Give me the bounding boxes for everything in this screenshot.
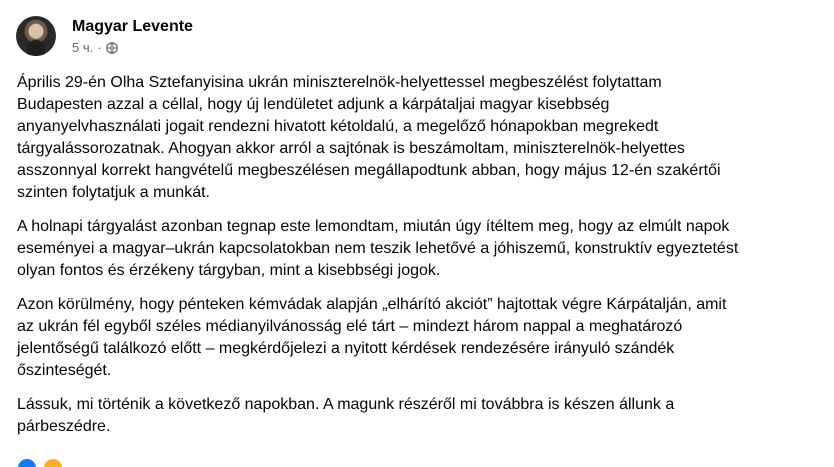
post-paragraph: Lássuk, mi történik a következő napokban. A magunk részéről mi továbbra is készen állunk a párbeszédre. — [17, 396, 675, 435]
like-reaction-icon[interactable] — [16, 457, 38, 467]
reaction-strip — [16, 457, 64, 467]
post-time[interactable]: 5 ч. — [72, 39, 94, 55]
post-paragraph: A holnapi tárgyalást azonban tegnap este lemondtam, miután úgy ítéltem meg, hogy az elmúlt napok eseményei a magyar–ukrán kapcsolatokban nem teszik lehetővé a jóhiszemű, konstruktív egyeztetést olyan fontos és érzékeny tárgyban, mint a kisebbségi jogok. — [17, 218, 739, 279]
post-header — [16, 12, 193, 60]
post-content — [17, 72, 807, 450]
author-avatar[interactable] — [16, 16, 56, 56]
post-meta — [72, 17, 193, 56]
post-paragraph: Azon körülmény, hogy pénteken kémvádak alapján „elhárító akciót” hajtottak végre Kárpátalján, amit az ukrán fél egyből széles médianyilvánosság elé tárt – mindezt három nappal a meghatározó jelentőségű találkozó előtt – megkérdőjelezi a nyitott kérdések rendezésére irányuló szándék őszinteségét. — [17, 296, 727, 379]
post-paragraph: Április 29-én Olha Sztefanyisina ukrán miniszterelnök-helyettessel megbeszélést folytattam Budapesten azzal a céllal, hogy új lendületet adjunk a kárpátaljai magyar kisebbség anyanyelvhasználati jogait rendezni hivatott kétoldalú, a megelőző hónapokban megrekedt tárgyalássorozatnak. Ahogyan akkor arról a sajtónak is beszámoltam, miniszterelnök-helyettes asszonnyal korrekt hangvételű megbeszélésen megállapodtunk abban, hogy május 12-én szakértői szinten folytatjuk a munkát. — [17, 74, 721, 201]
post-subline — [72, 40, 193, 56]
meta-separator: · — [97, 39, 102, 55]
author-name[interactable]: Magyar Levente — [72, 17, 193, 35]
care-reaction-icon[interactable] — [42, 457, 64, 467]
globe-icon[interactable] — [106, 42, 118, 54]
